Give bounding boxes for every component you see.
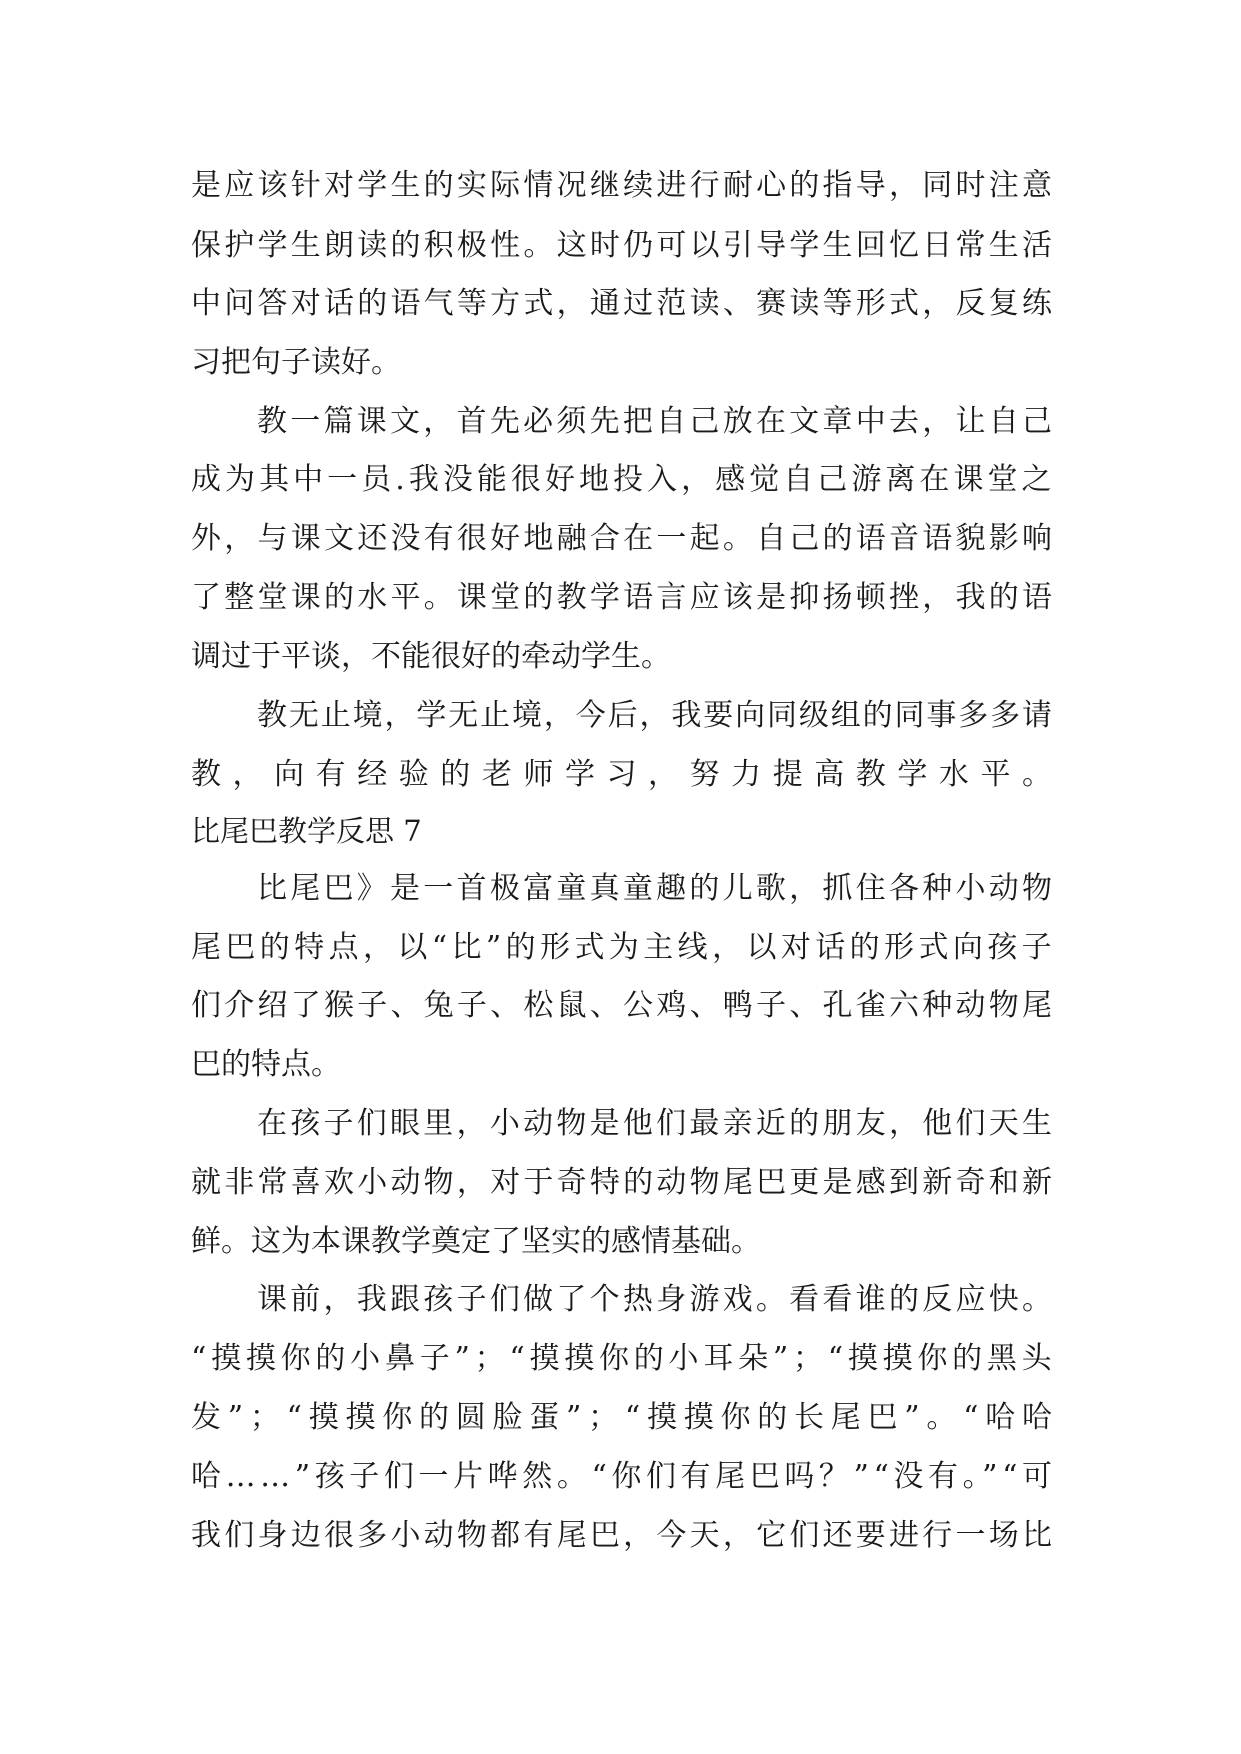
section-heading: 比尾巴教学反思 7 [191,814,422,848]
text-line: 习把句子读好。 [191,345,401,380]
paragraph-first-line: 课前，我跟孩子们做了个热身游戏。看看谁的反应快。 [257,1282,1056,1317]
text-line: 调过于平谈，不能很好的牵动学生。 [191,639,671,674]
text-line: 中问答对话的语气等方式，通过范读、赛读等形式，反复练 [191,286,1056,321]
paragraph-first-line: 教无止境，学无止境，今后，我要向同级组的同事多多请 [257,698,1054,733]
paragraph-first-line: 在孩子们眼里，小动物是他们最亲近的朋友，他们天生 [257,1106,1056,1141]
text-line: 鲜。这为本课教学奠定了坚实的感情基础。 [191,1224,761,1259]
text-line: 巴的特点。 [191,1047,341,1082]
paragraph-first-line: 比尾巴》是一首极富童真童趣的儿歌，抓住各种小动物 [257,871,1056,906]
text-line: 尾巴的特点，以“比”的形式为主线，以对话的形式向孩子 [191,930,1057,965]
text-line: 外，与课文还没有很好地融合在一起。自己的语音语貌影响 [191,521,1056,556]
text-line: 保护学生朗读的积极性。这时仍可以引导学生回忆日常生活 [191,228,1056,263]
text-line: 成为其中一员.我没能很好地投入，感觉自己游离在课堂之 [191,462,1056,497]
text-line: 是应该针对学生的实际情况继续进行耐心的指导，同时注意 [191,168,1056,203]
text-line: 我们身边很多小动物都有尾巴，今天，它们还要进行一场比 [191,1518,1056,1553]
text-line: 了整堂课的水平。课堂的教学语言应该是抑扬顿挫，我的语 [191,580,1056,615]
text-line: 发”；“摸摸你的圆脸蛋”；“摸摸你的长尾巴”。“哈哈 [191,1400,1059,1435]
paragraph-first-line: 教一篇课文，首先必须先把自己放在文章中去，让自己 [257,404,1056,439]
text-line: 就非常喜欢小动物，对于奇特的动物尾巴更是感到新奇和新 [191,1165,1056,1200]
text-line: “摸摸你的小鼻子”；“摸摸你的小耳朵”；“摸摸你的黑头 [191,1341,1057,1376]
text-line: 们介绍了猴子、兔子、松鼠、公鸡、鸭子、孔雀六种动物尾 [191,988,1056,1023]
text-line: 哈……”孩子们一片哗然。“你们有尾巴吗？”“没有。”“可 [191,1459,1057,1494]
text-line: 教，向有经验的老师学习，努力提高教学水平。 [191,757,1064,792]
